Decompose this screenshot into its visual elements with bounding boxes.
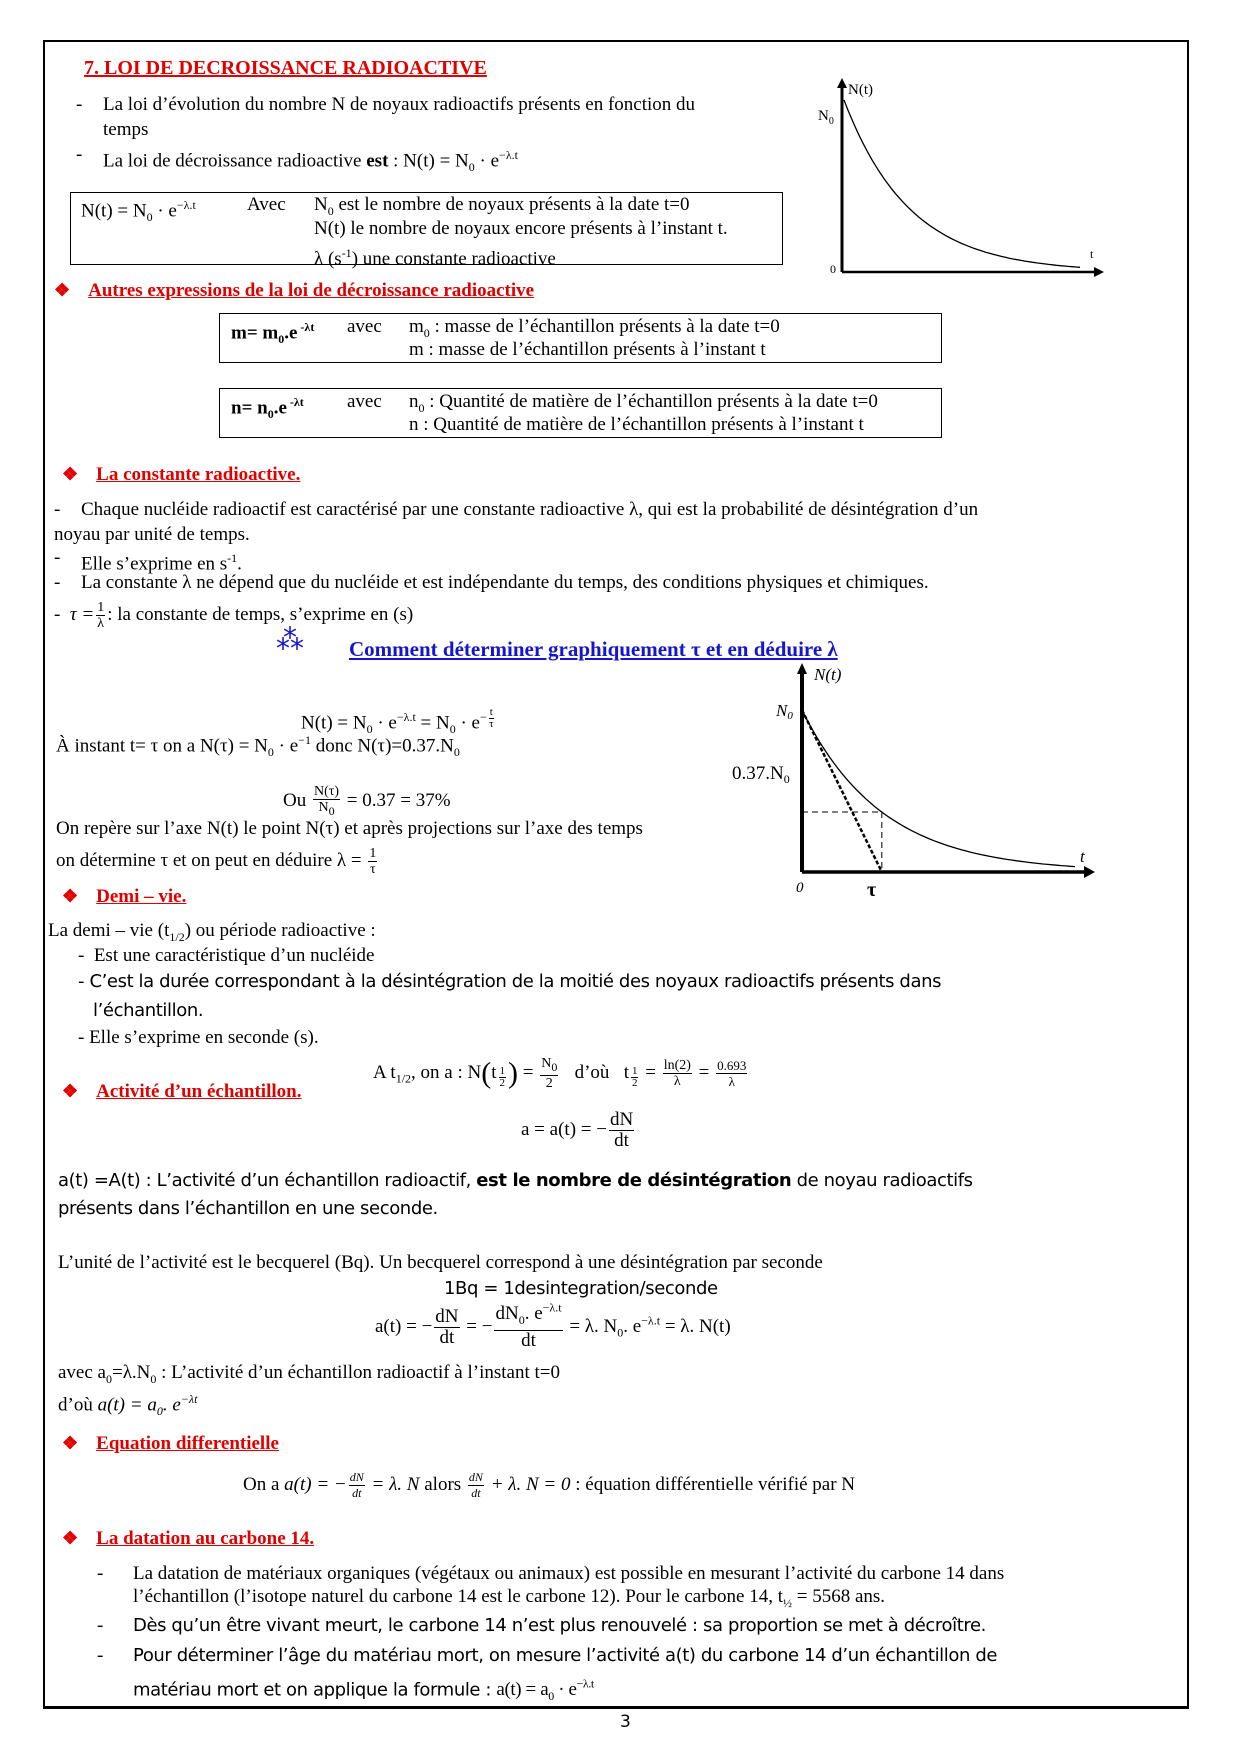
- formula-tau: $N(t) = N_0 \cdot e^{-\lambda.t} = N_0 \cdot e^{- \frac{t}{\tau}}$: [301, 705, 494, 737]
- tau-graph: [730, 660, 1105, 905]
- level-label: $0.37.N_0$: [732, 763, 790, 786]
- dash: -: [54, 547, 61, 568]
- activity-unit: L’unité de l’activité est le becquerel (Bq). Un becquerel correspond à une désintégration par seconde: [58, 1252, 823, 1273]
- bullet-diamond-icon: ❖: [62, 1528, 79, 1548]
- law-def-3: λ $(s^{-1})$ une constante radioactive: [314, 246, 556, 270]
- law-def-1: $N_0$ est le nombre de noyaux présents à la date t=0: [314, 194, 690, 218]
- bullet-diamond-icon: ❖: [54, 280, 71, 300]
- y-axis-label: N(t): [848, 82, 873, 98]
- tau-label: τ: [867, 879, 877, 901]
- intro-line-1: La loi d’évolution du nombre N de noyaux radioactifs présents en fonction du: [103, 94, 696, 115]
- n0-label: $N_0$: [818, 108, 834, 127]
- law-def-2: N(t) le nombre de noyaux encore présents à l’instant t.: [314, 218, 728, 239]
- quantity-def-1: $n_0$ : Quantité de matière de l’échantillon présents à la date t=0: [409, 391, 878, 415]
- activity-derivation: a(t) = − $\frac{dN}{dt}$ = − $\frac{dN_0. e^{-\lambda.t}}{dt}$ = λ. $N_0$. $e^{-\lambda.t} = \lambda$. N(t): [375, 1300, 731, 1351]
- quantity-def-2: n : Quantité de matière de l’échantillon présents à l’instant t: [409, 414, 864, 435]
- decay-curve: [844, 100, 1080, 267]
- decay-graph: [810, 76, 1110, 281]
- carbone-b1: La datation de matériaux organiques (végétaux ou animaux) est possible en mesurant l’activité du carbone 14 dans: [133, 1563, 1005, 1584]
- carbone-b3b: matériau mort et on applique la formule : $a(t) = a_0 \cdot e^{-\lambda.t}$: [133, 1677, 594, 1704]
- bullet-diamond-icon: ❖: [62, 1081, 79, 1101]
- x-axis-arrow: [1094, 267, 1104, 277]
- y-axis-label: N(t): [814, 665, 842, 684]
- demi-vie-b2: - C’est la durée correspondant à la désintégration de la moitié des noyaux radioactifs présents dans: [78, 971, 942, 992]
- activity-law: d’où $a(t) = a_0$. $e^{-\lambda t}$: [58, 1392, 198, 1419]
- x-axis-label: t: [1090, 247, 1094, 261]
- heading-carbone: ❖ La datation au carbone 14.: [62, 1528, 315, 1549]
- dash: -: [54, 499, 61, 520]
- constante-p3: La constante λ ne dépend que du nucléide et est indépendante du temps, des conditions physiques et chimiques.: [81, 572, 929, 593]
- bullet-diamond-icon: ❖: [62, 464, 79, 484]
- y-axis-arrow: [797, 663, 807, 674]
- dash: -: [54, 572, 61, 593]
- constante-p2: Elle s’exprime en $s^{-1}$.: [81, 551, 242, 575]
- dash: -: [97, 1615, 104, 1636]
- constante-p1: Chaque nucléide radioactif est caractérisé par une constante radioactive λ, qui est la probabilité de désintégration d’un: [81, 499, 979, 520]
- graph-method-1: On repère sur l’axe N(t) le point N(τ) et après projections sur l’axe des temps: [56, 818, 643, 839]
- intro-line-1b: temps: [103, 119, 149, 140]
- half-life-formula: A $t_{1/2}$, on a : N(t $\frac{1}{2}$ ) = $\frac{N_0}{2}$ d’où t $\frac{1}{2}$ = $\frac{\ln(2)}{\lambda}$ = $\frac{0.693}{\lambda}$: [373, 1056, 747, 1091]
- becquerel-definition: 1Bq = 1desintegration/seconde: [444, 1278, 718, 1299]
- heading-autres: ❖ Autres expressions de la loi de décroissance radioactive: [54, 280, 535, 301]
- heading-constante: ❖ La constante radioactive.: [62, 464, 301, 485]
- graph-method-2: on détermine τ et on peut en déduire λ = $\frac{1}{\tau}$: [56, 846, 377, 877]
- constante-p1b: noyau par unité de temps.: [54, 524, 250, 545]
- bullet-diamond-icon: ❖: [62, 886, 79, 906]
- n0-label: N0: [776, 701, 793, 722]
- mass-avec: avec: [347, 316, 382, 337]
- demi-vie-def: La demi – vie $(t_{1/2})$ ou période radioactive :: [48, 920, 376, 944]
- demi-vie-b2b: l’échantillon.: [93, 1000, 204, 1021]
- x-axis-arrow: [1084, 866, 1095, 878]
- demi-vie-b3: - Elle s’exprime en seconde (s).: [78, 1027, 319, 1048]
- activity-initial: avec $a_0=\lambda.N_0$ : L’activité d’un échantillon radioactif à l’instant t=0: [58, 1362, 561, 1386]
- differential-equation: On a a(t) = − $\frac{dN}{dt}$ = λ. N alors $\frac{dN}{dt}$ + λ. N = 0 : équation différentielle vérifié par N: [243, 1470, 856, 1500]
- carbone-b1b: l’échantillon (l’isotope naturel du carbone 14 est le carbone 12). Pour le carbone 14, $t_{\frac{1}{2}} = 5568$ ans.: [133, 1586, 886, 1610]
- decay-curve: [802, 710, 1075, 867]
- carbone-b3: Pour déterminer l’âge du matériau mort, on mesure l’activité a(t) du carbone 14 d’un échantillon de: [133, 1645, 998, 1666]
- heading-equation: ❖ Equation differentielle: [62, 1433, 279, 1454]
- mass-formula: $m= m_0.e$ $^{-\lambda t}$: [231, 320, 315, 347]
- origin-label: 0: [830, 262, 836, 276]
- instant-tau-line: À instant t= τ on a $N(\tau) = N_0 \cdot e^{-1}$ donc $N(\tau)=0.37.N_0$: [56, 733, 460, 760]
- constante-p4: - τ = $\frac{1}{\lambda}$ : la constante de temps, s’exprime en (s): [54, 600, 414, 631]
- demi-vie-b1: - Est une caractéristique d’un nucléide: [78, 945, 375, 966]
- x-axis-label: t: [1080, 847, 1085, 866]
- law-avec: Avec: [247, 194, 286, 215]
- tangent-line: [802, 710, 882, 872]
- quantity-avec: avec: [347, 391, 382, 412]
- carbone-b2: Dès qu’un être vivant meurt, le carbone 14 n’est plus renouvelé : sa proportion se met à décroître.: [133, 1615, 987, 1636]
- heading-graphique: Comment déterminer graphiquement τ et en déduire λ: [349, 637, 838, 661]
- ratio-line: Ou $\frac{N(\tau)}{N_0}$ = 0.37 = 37%: [283, 784, 451, 818]
- dash: -: [97, 1563, 104, 1584]
- activity-definition-formula: a = a(t) = − $\frac{dN}{dt}$: [521, 1109, 634, 1151]
- section-title: 7. LOI DE DECROISSANCE RADIOACTIVE: [84, 57, 487, 79]
- y-axis-arrow: [837, 78, 847, 88]
- page-number: 3: [620, 1712, 631, 1732]
- intro-line-2: La loi de décroissance radioactive est : $N(t) = N_0 \cdot e^{-\lambda.t}$: [103, 148, 518, 175]
- star-icon: ⁂: [276, 625, 304, 656]
- mass-def-2: m : masse de l’échantillon présents à l’instant t: [409, 339, 766, 360]
- dash: -: [76, 144, 83, 165]
- dash: -: [76, 94, 83, 115]
- dash: -: [97, 1645, 104, 1666]
- heading-activite: ❖ Activité d’un échantillon.: [62, 1081, 302, 1102]
- activity-def-1: a(t) =A(t) : L’activité d’un échantillon radioactif, est le nombre de désintégration de noyau radioactifs: [58, 1170, 973, 1191]
- quantity-formula: $n= n_0.e$ $^{-\lambda t}$: [231, 395, 304, 422]
- mass-def-1: $m_0$ : masse de l’échantillon présents à la date t=0: [409, 316, 780, 340]
- bullet-diamond-icon: ❖: [62, 1433, 79, 1453]
- heading-demi-vie: ❖ Demi – vie.: [62, 886, 187, 907]
- activity-def-2: présents dans l’échantillon en une seconde.: [58, 1198, 438, 1219]
- law-formula: $N(t) = N_0 \cdot e^{-\lambda.t}$: [81, 198, 196, 225]
- origin-label: 0: [796, 880, 804, 896]
